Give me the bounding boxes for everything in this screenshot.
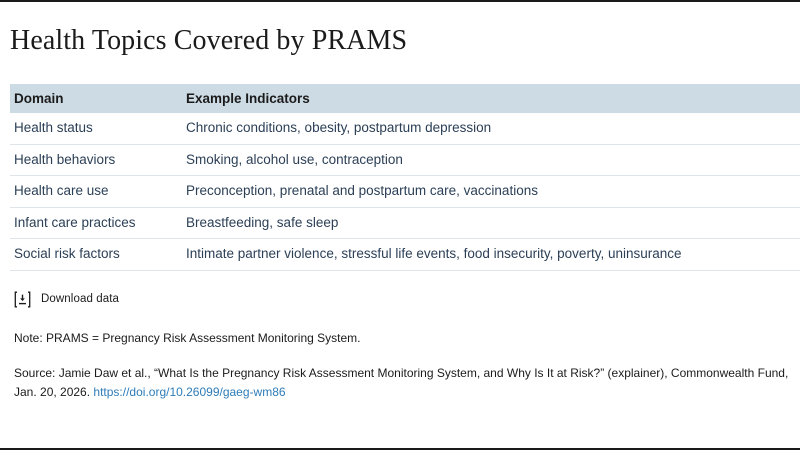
download-data-button[interactable] — [10, 291, 790, 308]
cell-indicators: Smoking, alcohol use, contraception — [182, 144, 800, 176]
column-header-example-indicators: Example Indicators — [182, 84, 800, 113]
figure-content — [0, 2, 800, 402]
download-data-label: Download data — [41, 293, 120, 305]
source-doi-link[interactable]: https://doi.org/10.26099/gaeg-wm86 — [93, 384, 286, 399]
cell-indicators: Chronic conditions, obesity, postpartum depression — [182, 113, 800, 144]
download-icon — [14, 291, 31, 308]
source-text — [10, 364, 790, 402]
table-header-row — [10, 84, 800, 113]
note-text: Note: PRAMS = Pregnancy Risk Assessment Monitoring System. — [14, 330, 361, 345]
table-body — [10, 113, 800, 270]
table-row — [10, 207, 800, 239]
cell-domain: Infant care practices — [10, 207, 182, 239]
table-header — [10, 84, 800, 113]
table-row — [10, 239, 800, 271]
health-topics-table — [10, 84, 800, 271]
cell-indicators: Breastfeeding, safe sleep — [182, 207, 800, 239]
cell-indicators: Intimate partner violence, stressful life events, food insecurity, poverty, uninsurance — [182, 239, 800, 271]
table-row — [10, 113, 800, 144]
cell-domain: Health behaviors — [10, 144, 182, 176]
cell-domain: Health care use — [10, 176, 182, 208]
column-header-domain: Domain — [10, 84, 182, 113]
table-row — [10, 144, 800, 176]
page-title: Health Topics Covered by PRAMS — [10, 25, 408, 56]
table-row — [10, 176, 800, 208]
source-citation: Source: Jamie Daw et al., “What Is the Pregnancy Risk Assessment Monitoring System, and Why Is It at Risk?” (explainer), Commonwealth Fund, Jan. 20, 2026. — [14, 365, 789, 399]
cell-indicators: Preconception, prenatal and postpartum care, vaccinations — [182, 176, 800, 208]
cell-domain: Health status — [10, 113, 182, 144]
cell-domain: Social risk factors — [10, 239, 182, 271]
